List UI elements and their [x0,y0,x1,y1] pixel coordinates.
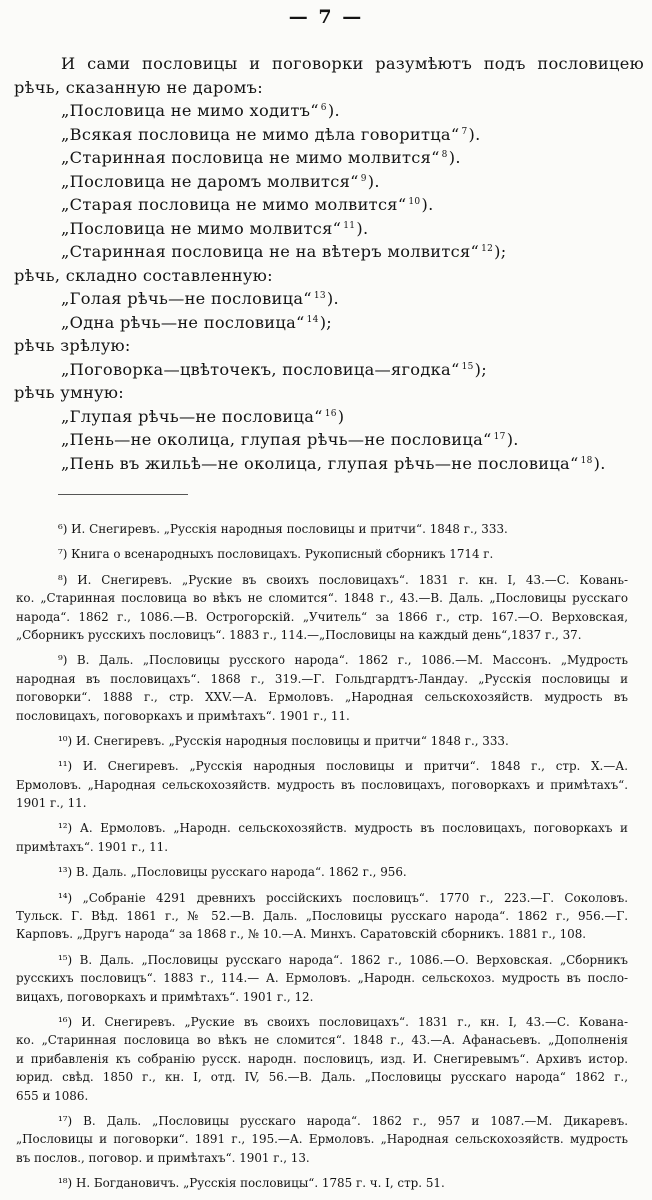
main-text [14,52,644,475]
trailing-punctuation: ); [474,359,487,379]
footnote [16,819,628,856]
footnote-line: пословицахъ, поговоркахъ и примѣтахъ“. 1901 г., 11. [16,708,350,723]
text-line-content: „Старая пословица не мимо молвится“ [61,195,407,214]
footnote-line: ¹⁴) „Собраніе 4291 древнихъ россійскихъ пословицъ“. 1770 г., 223.—Г. Соколовъ. [58,890,628,905]
text-line [14,452,644,476]
footnote-line: ¹¹) И. Снегиревъ. „Русскія народныя пословицы и притчи“. 1848 г., стр. Х.—А. [58,759,628,774]
text-line-content: „Старинная пословица не мимо молвится“ [61,148,440,167]
text-line [14,193,644,217]
text-line-content: „Одна рѣчь—не пословица“ [61,312,305,332]
text-line-content: „Пословица не мимо молвится“ [61,218,342,238]
footnote-line: народная въ пословицахъ“. 1868 г., 319.—Г. Гольдгардтъ-Ландау. „Русскія пословицы и [16,671,628,686]
footnote-ref: 14 [306,314,319,325]
text-line [14,381,644,405]
text-line [14,146,644,170]
footnote [16,571,628,645]
text-line [14,311,644,335]
footnote-line: поговорки“. 1888 г., стр. XXV.—А. Ермоловъ. „Народная сельскохозяйств. мудрость въ [16,690,628,705]
text-line [14,76,644,100]
footnote-line: ко. „Старинная пословица во вѣкъ не сломится“. 1848 г., 43.—А. Афанасьевъ. „Дополненія [16,1033,628,1048]
text-line-content: „Пословица не мимо ходитъ“ [61,101,319,120]
footnote-ref: 9 [360,173,367,184]
footnote [16,863,628,881]
footnote-line: примѣтахъ“. 1901 г., 11. [16,839,168,854]
text-line [14,428,644,452]
footnote-line: ⁹) В. Даль. „Пословицы русского народа“. 1862 г., 1086.—М. Массонъ. „Мудрость [58,653,628,668]
text-line [14,99,644,123]
footnote-line: Ермоловъ. „Народная сельскохозяйств. мудрость въ пословицахъ, поговоркахъ и примѣтахъ“. [16,777,628,792]
trailing-punctuation: ). [593,453,606,473]
footnote-ref: 17 [493,432,506,442]
footnote-ref: 12 [481,244,494,254]
footnote-line: „Пословицы и поговорки“. 1891 г., 195.—А. Ермоловъ. „Народная сельскохозяйств. мудрость [16,1132,628,1147]
text-line [14,217,644,241]
text-line [14,52,644,76]
trailing-punctuation: ). [468,124,481,144]
text-line [14,287,644,311]
footnote-line: ⁷) Книга о всенародныхъ пословицахъ. Рукописный сборникъ 1714 г. [58,547,494,562]
trailing-punctuation: ). [327,101,340,120]
text-line [14,123,644,147]
trailing-punctuation: ); [494,242,507,261]
footnote-line: ⁶) И. Снегиревъ. „Русскія народныя пословицы и притчи“. 1848 г., 333. [58,522,508,536]
text-line-content: И сами пословицы и поговорки разумѣютъ подъ пословицею [61,54,644,73]
text-line-content: „Пень въ жильѣ—не околица, глупая рѣчь—не пословица“ [61,453,579,473]
footnote-line: 655 и 1086. [16,1088,89,1103]
footnote [16,520,628,538]
text-line-content: „Пень—не околица, глупая рѣчь—не пословица“ [61,430,492,449]
trailing-punctuation: ). [506,430,519,449]
trailing-punctuation: ); [319,312,333,332]
text-line [14,264,644,288]
trailing-punctuation: ). [421,195,434,214]
footnote-ref: 16 [324,408,337,419]
footnote-ref: 18 [580,455,593,466]
trailing-punctuation: ). [448,148,461,167]
footnote-ref: 11 [343,220,356,231]
text-line-content: рѣчь зрѣлую: [14,336,131,355]
text-line [14,170,644,194]
footnote-ref: 6 [320,103,327,113]
text-line [14,240,644,264]
footnote-line: ¹²) А. Ермоловъ. „Народн. сельскохозяйств. мудрость въ пословицахъ, поговоркахъ и [58,821,628,836]
footnote-ref: 10 [408,197,421,207]
footnote-line: „Сборникъ русскихъ пословицъ“. 1883 г., 114.—„Пословицы на каждый день“,1837 г., 37. [16,627,582,642]
trailing-punctuation: ). [356,218,369,238]
text-line-content: „Пословица не даромъ молвится“ [61,171,359,191]
footnote-ref: 13 [313,291,326,301]
text-line-content: рѣчь, сказанную не даромъ: [14,77,263,97]
text-line-content: „Голая рѣчь—не пословица“ [61,289,312,308]
text-line-content: рѣчь, складно составленную: [14,265,273,285]
footnote [16,757,628,812]
footnote-line: ⁸) И. Снегиревъ. „Руские въ своихъ пословицахъ“. 1831 г. кн. I, 43.—С. Ковань- [58,572,628,587]
footnote-line: ¹⁸) Н. Богдановичъ. „Русскія пословицы“. 1785 г. ч. I, стр. 51. [58,1176,445,1191]
footnote-line: и прибавленія къ собранію русск. народн. пословицъ, изд. И. Снегиревымъ“. Архивъ истор. [16,1051,628,1066]
page-number: — 7 — [288,6,364,28]
footnote-line: русскихъ пословицъ“. 1883 г., 114.— А. Ермоловъ. „Народн. сельскохоз. мудрость въ посло- [16,971,628,986]
footnote-line: народа“. 1862 г., 1086.—В. Острогорскій. „Учитель“ за 1866 г., стр. 167.—О. Верховская, [16,609,628,624]
footnote [16,651,628,725]
footnote-line: ¹⁶) И. Снегиревъ. „Руские въ своихъ пословицахъ“. 1831 г., кн. I, 43.—С. Кована- [58,1014,628,1029]
text-line [14,405,644,429]
footnotes [16,520,628,1200]
text-line-content: „Старинная пословица не на вѣтеръ молвится“ [61,242,480,261]
footnote [16,732,628,750]
footnote-line: 1901 г., 11. [16,796,87,811]
footnote [16,1174,628,1192]
footnote-line: въ послов., поговор. и примѣтахъ“. 1901 г., 13. [16,1150,310,1165]
text-line [14,334,644,358]
footnote-ref: 15 [461,361,474,372]
text-line-content: рѣчь умную: [14,383,125,402]
footnote-ref: 7 [461,126,468,137]
footnote [16,1112,628,1167]
footnote [16,545,628,563]
footnote-line: Тульск. Г. Вѣд. 1861 г., № 52.—В. Даль. „Пословицы русскаго народа“. 1862 г., 956.—Г. [16,909,628,924]
footnote-line: ко. „Старинная пословица во вѣкъ не сломится“. 1848 г., 43.—В. Даль. „Пословицы русскаго [16,591,628,606]
footnote [16,951,628,1006]
text-line-content: „Глупая рѣчь—не пословица“ [61,406,323,426]
trailing-punctuation: ) [337,406,345,426]
footnote-line: юрид. свѣд. 1850 г., кн. I, отд. IV, 56.—В. Даль. „Пословицы русскаго народа“ 1862 г., [16,1070,628,1085]
footnote-line: Карповъ. „Другъ народа“ за 1868 г., № 10.—А. Минхъ. Саратовскій сборникъ. 1881 г., 108. [16,927,587,942]
footnote [16,1013,628,1105]
footnote-line: ¹⁰) И. Снегиревъ. „Русскія народныя пословицы и притчи“ 1848 г., 333. [58,733,509,748]
text-line [14,358,644,382]
footnote [16,889,628,944]
footnote-line: ¹⁵) В. Даль. „Пословицы русскаго народа“. 1862 г., 1086.—О. Верховская. „Сборникъ [58,952,628,967]
footnote-line: ¹⁷) В. Даль. „Пословицы русскаго народа“. 1862 г., 957 и 1087.—М. Дикаревъ. [58,1113,628,1128]
text-line-content: „Поговорка—цвѣточекъ, пословица—ягодка“ [61,359,460,379]
text-line-content: „Всякая пословица не мимо дѣла говоритца“ [61,124,460,144]
trailing-punctuation: ). [326,289,339,308]
footnote-line: вицахъ, поговоркахъ и примѣтахъ“. 1901 г., 12. [16,989,314,1004]
footnote-separator [58,494,188,495]
trailing-punctuation: ). [367,171,380,191]
footnote-line: ¹³) В. Даль. „Пословицы русскаго народа“. 1862 г., 956. [58,865,407,880]
footnote-ref: 8 [441,150,448,160]
